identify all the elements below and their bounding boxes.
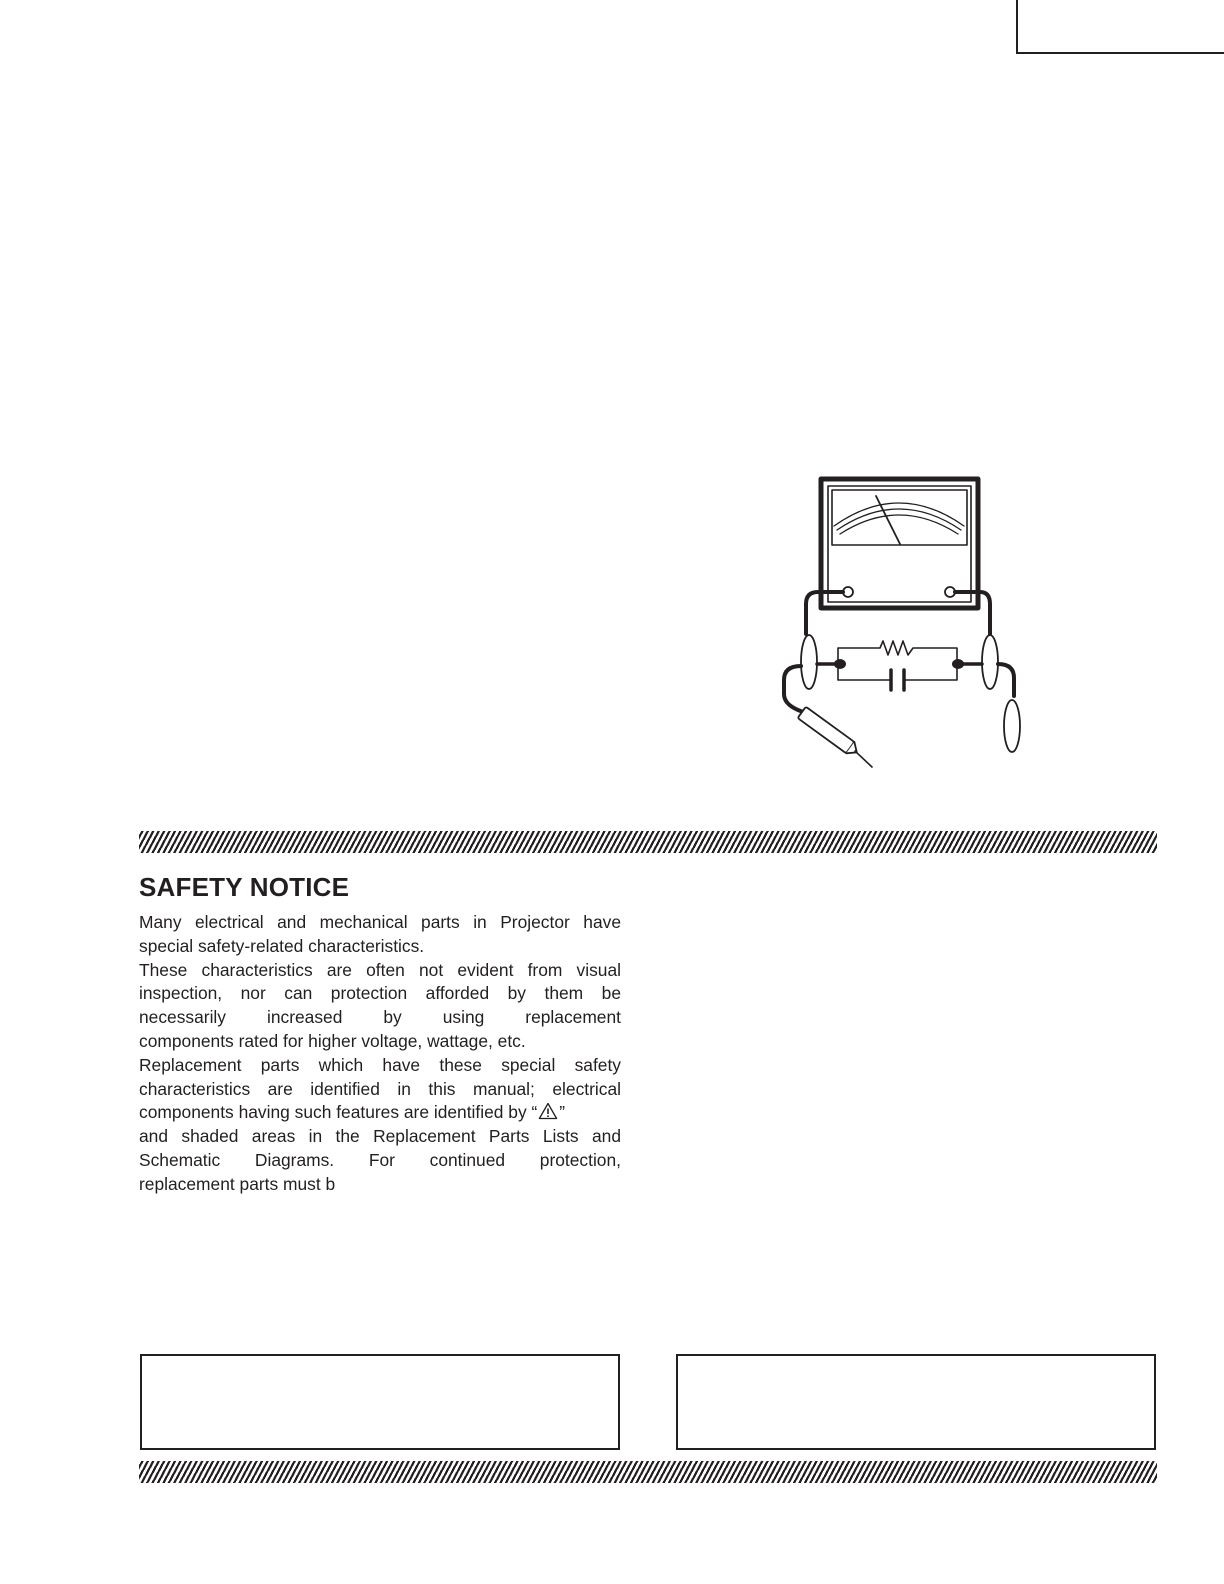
safety-notice-text: components having such features are identified by “ bbox=[139, 1102, 538, 1123]
safety-notice-body bbox=[139, 911, 621, 1197]
safety-notice-line: replacement parts must b bbox=[139, 1173, 336, 1194]
test-clip-right bbox=[982, 635, 998, 689]
test-clip-left bbox=[801, 635, 817, 689]
safety-notice-line: components rated for higher voltage, wattage, etc. bbox=[139, 1030, 526, 1051]
ground-clip bbox=[1004, 700, 1020, 752]
lead-right bbox=[955, 592, 990, 634]
safety-notice-line: characteristics are identified in this manual; electrical bbox=[139, 1078, 621, 1099]
safety-notice-title: SAFETY NOTICE bbox=[139, 872, 350, 902]
safety-notice-line: and shaded areas in the Replacement Parts Lists and bbox=[139, 1126, 621, 1147]
safety-notice-line: These characteristics are often not evident from visual bbox=[139, 959, 621, 980]
safety-notice-line-with-symbol bbox=[139, 1101, 621, 1125]
meter-scale-arc-middle bbox=[837, 509, 961, 530]
safety-notice-text: ” bbox=[559, 1102, 566, 1123]
note-box-left bbox=[140, 1354, 620, 1450]
warning-triangle-icon bbox=[538, 1102, 558, 1120]
safety-notice-line: inspection, nor can protection afforded by them be bbox=[139, 983, 621, 1004]
meter-dial-window bbox=[832, 490, 967, 545]
probe-tip bbox=[855, 751, 872, 767]
safety-notice-line: Many electrical and mechanical parts in Projector have bbox=[139, 912, 621, 932]
leakage-current-test-diagram bbox=[776, 474, 1032, 774]
safety-notice-line: Schematic Diagrams. For continued protection, bbox=[139, 1149, 621, 1170]
resistor bbox=[838, 641, 957, 664]
safety-notice-line: special safety-related characteristics. bbox=[139, 935, 425, 956]
hatched-divider-bottom bbox=[139, 1461, 1157, 1483]
hatched-divider-top bbox=[139, 831, 1157, 853]
lead-left bbox=[806, 592, 843, 634]
note-box-right bbox=[676, 1354, 1156, 1450]
safety-notice-line: Replacement parts which have these special safety bbox=[139, 1054, 621, 1075]
junction-right bbox=[952, 659, 964, 669]
safety-notice-line: necessarily increased by using replacement bbox=[139, 1007, 621, 1028]
page-number-tab bbox=[1016, 0, 1224, 54]
junction-left bbox=[834, 659, 846, 669]
test-probe bbox=[798, 707, 861, 758]
